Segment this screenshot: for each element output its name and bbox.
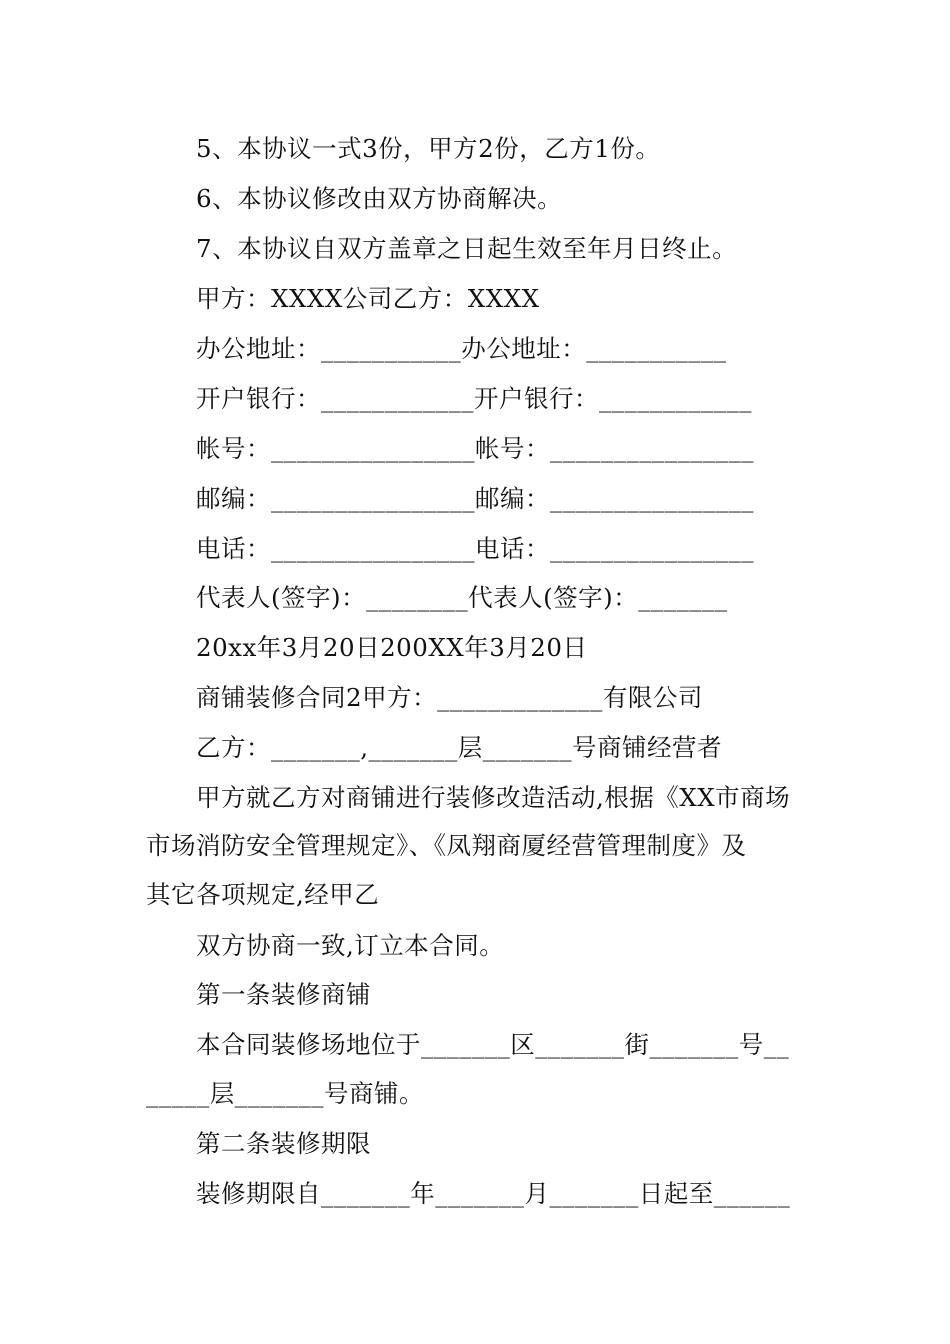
postcode-line: 邮编：________________邮编：________________: [196, 484, 754, 513]
preamble-line-4: 双方协商一致,订立本合同。: [196, 931, 505, 960]
bank-line: 开户银行：____________开户银行：____________: [196, 384, 752, 413]
date-line: 20xx年3月20日200XX年3月20日: [196, 633, 588, 662]
party-b-line: 乙方：_______,_______层_______号商铺经营者: [196, 733, 723, 762]
contract-2-title: 商铺装修合同2甲方：_____________有限公司: [196, 683, 703, 712]
preamble-line-2: 市场消防安全管理规定》、《凤翔商厦经营管理制度》及: [146, 831, 747, 860]
article-2-text-1: 装修期限自_______年_______月_______日起至______: [196, 1179, 791, 1208]
representative-line: 代表人(签字)：________代表人(签字)：_______: [196, 583, 728, 612]
clause-5: 5、本协议一式3份，甲方2份，乙方1份。: [196, 134, 661, 163]
article-1-text-2: _____层_______号商铺。: [146, 1079, 424, 1108]
office-address-line: 办公地址：___________办公地址：___________: [196, 334, 727, 363]
clause-6: 6、本协议修改由双方协商解决。: [196, 184, 563, 213]
phone-line: 电话：________________电话：________________: [196, 534, 754, 563]
article-1-text-1: 本合同装修场地位于_______区_______街_______号__: [196, 1030, 790, 1059]
preamble-line-3: 其它各项规定,经甲乙: [146, 880, 380, 909]
preamble-line-1: 甲方就乙方对商铺进行装修改造活动,根据《XX市商场: [196, 783, 791, 812]
account-line: 帐号：________________帐号：________________: [196, 434, 754, 463]
article-1-heading: 第一条装修商铺: [196, 980, 371, 1009]
party-names: 甲方：XXXX公司乙方：XXXX: [196, 284, 540, 313]
article-2-heading: 第二条装修期限: [196, 1129, 371, 1158]
clause-7: 7、本协议自双方盖章之日起生效至年月日终止。: [196, 234, 738, 263]
